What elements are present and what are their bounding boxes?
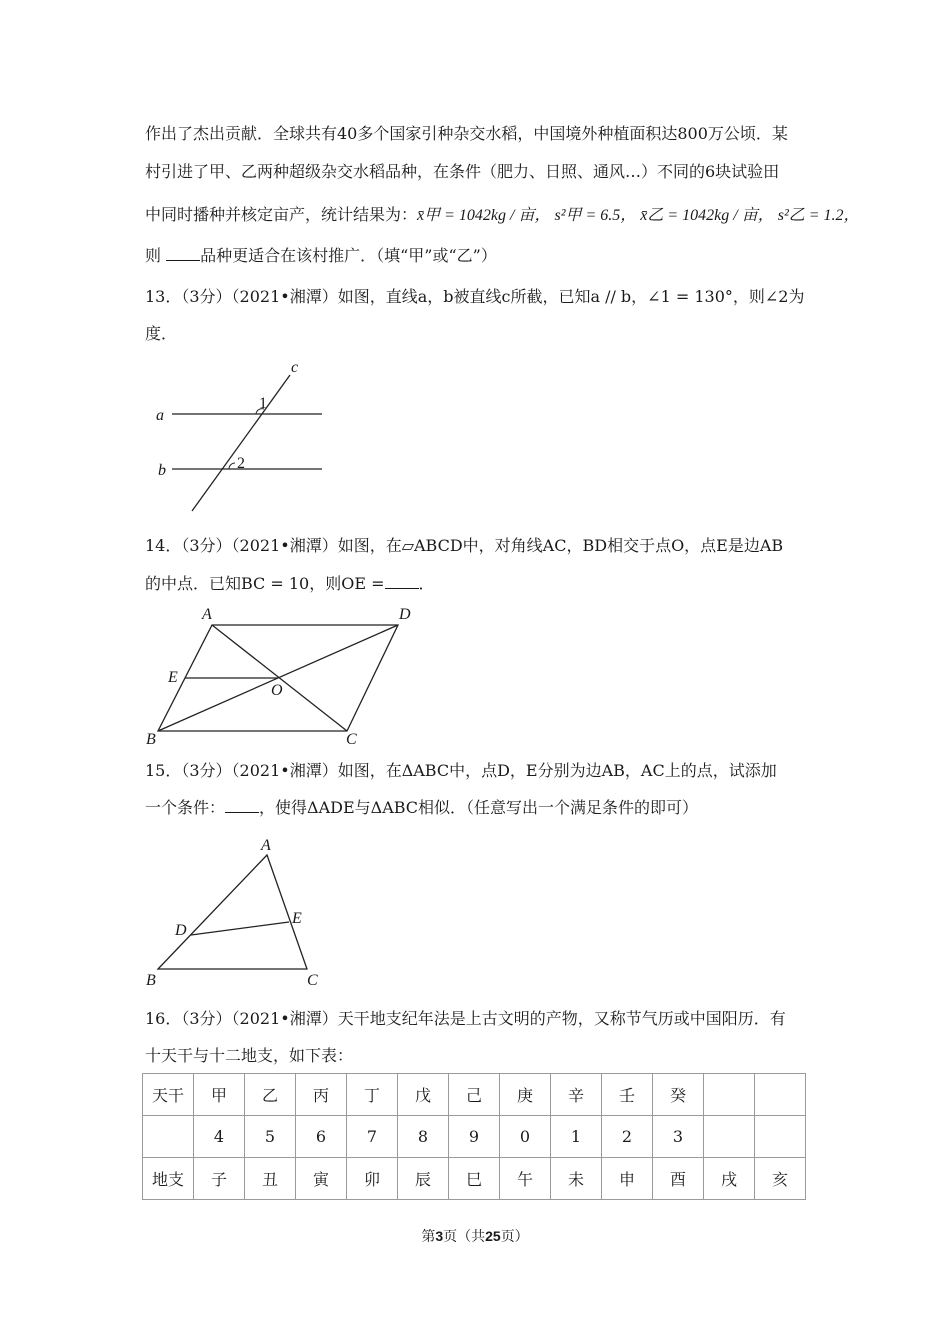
q12-line-4-a: 则 bbox=[145, 246, 162, 265]
table-cell: 午 bbox=[500, 1158, 551, 1200]
table-cell: 寅 bbox=[296, 1158, 347, 1200]
label-b: b bbox=[158, 462, 166, 479]
q15-line-2 bbox=[145, 797, 698, 819]
label-B: B bbox=[146, 731, 156, 748]
footer-total-pages: 25 bbox=[485, 1228, 501, 1244]
table-cell: 6 bbox=[296, 1116, 347, 1158]
q14-line-2-a: 的中点．已知BC = 10，则OE = bbox=[145, 574, 385, 593]
q14-answer-blank bbox=[385, 574, 419, 589]
table-cell: 丙 bbox=[296, 1074, 347, 1116]
table-cell: 9 bbox=[449, 1116, 500, 1158]
table-cell bbox=[704, 1116, 755, 1158]
angle-2-arc bbox=[229, 463, 235, 469]
table-cell: 4 bbox=[194, 1116, 245, 1158]
triangle-abc bbox=[158, 855, 307, 969]
footer-suffix: 页） bbox=[500, 1229, 529, 1245]
label-angle-1: 1 bbox=[259, 395, 267, 412]
q14-parallelogram-figure bbox=[140, 603, 430, 748]
table-row bbox=[143, 1158, 806, 1200]
table-cell: 3 bbox=[653, 1116, 704, 1158]
footer-page-number: 3 bbox=[435, 1228, 444, 1244]
label-angle-2: 2 bbox=[237, 455, 245, 472]
q14-line-2 bbox=[145, 573, 435, 595]
label-a: a bbox=[156, 407, 164, 424]
label-c: c bbox=[291, 359, 299, 376]
table-cell bbox=[704, 1074, 755, 1116]
footer-mid: 页（共 bbox=[443, 1229, 486, 1245]
table-cell: 天干 bbox=[143, 1074, 194, 1116]
table-row bbox=[143, 1074, 806, 1116]
table-cell: 2 bbox=[602, 1116, 653, 1158]
label-A: A bbox=[261, 837, 271, 854]
page-footer bbox=[0, 1226, 950, 1246]
q15-line-2-a: 一个条件： bbox=[145, 798, 226, 817]
table-cell: 丑 bbox=[245, 1158, 296, 1200]
table-cell: 子 bbox=[194, 1158, 245, 1200]
table-cell bbox=[755, 1074, 806, 1116]
table-cell bbox=[143, 1116, 194, 1158]
q12-statistics-formula: x̄甲 = 1042kg / 亩， s²甲 = 6.5， x̄乙 = 1042kg / 亩， s²乙 = 1.2， bbox=[417, 207, 860, 224]
q15-triangle-figure bbox=[140, 832, 340, 992]
table-cell: 5 bbox=[245, 1116, 296, 1158]
q12-line-3-prefix: 中同时播种并核定亩产，统计结果为： bbox=[145, 205, 418, 224]
q13-line-1: 13．（3分）（2021•湘潭）如图，直线a，b被直线c所截，已知a // b，∠1 = 130°，则∠2为 bbox=[145, 287, 805, 306]
label-C: C bbox=[307, 972, 318, 989]
q14-line-1: 14．（3分）（2021•湘潭）如图，在▱ABCD中，对角线AC，BD相交于点O，点E是边AB bbox=[145, 536, 784, 555]
table-cell: 1 bbox=[551, 1116, 602, 1158]
q12-line-3 bbox=[145, 204, 860, 227]
table-cell: 庚 bbox=[500, 1074, 551, 1116]
table-cell: 丁 bbox=[347, 1074, 398, 1116]
table-cell: 7 bbox=[347, 1116, 398, 1158]
q15-line-1: 15．（3分）（2021•湘潭）如图，在ΔABC中，点D，E分别为边AB，AC上的点，试添加 bbox=[145, 761, 777, 780]
table-row bbox=[143, 1116, 806, 1158]
label-C: C bbox=[346, 731, 357, 748]
q16-line-1: 16．（3分）（2021•湘潭）天干地支纪年法是上古文明的产物，又称节气历或中国阳历．有 bbox=[145, 1009, 786, 1028]
table-cell: 辛 bbox=[551, 1074, 602, 1116]
table-cell: 未 bbox=[551, 1158, 602, 1200]
q13-line-2: 度． bbox=[145, 324, 178, 343]
label-O: O bbox=[271, 682, 283, 699]
q12-line-1: 作出了杰出贡献．全球共有40多个国家引种杂交水稻，中国境外种植面积达800万公顷．某 bbox=[145, 124, 788, 143]
table-cell: 己 bbox=[449, 1074, 500, 1116]
label-E: E bbox=[292, 910, 302, 927]
table-cell: 甲 bbox=[194, 1074, 245, 1116]
label-B: B bbox=[146, 972, 156, 989]
label-D: D bbox=[175, 922, 187, 939]
table-cell: 申 bbox=[602, 1158, 653, 1200]
table-cell: 亥 bbox=[755, 1158, 806, 1200]
table-cell: 卯 bbox=[347, 1158, 398, 1200]
q12-answer-blank bbox=[166, 246, 200, 261]
table-cell: 戊 bbox=[398, 1074, 449, 1116]
label-E: E bbox=[168, 669, 178, 686]
table-cell: 8 bbox=[398, 1116, 449, 1158]
q15-line-2-b: ，使得ΔADE与ΔABC相似．（任意写出一个满足条件的即可） bbox=[259, 798, 699, 817]
table-cell: 0 bbox=[500, 1116, 551, 1158]
table-cell bbox=[755, 1116, 806, 1158]
table-cell: 戌 bbox=[704, 1158, 755, 1200]
q12-line-4 bbox=[145, 245, 497, 267]
q16-line-2: 十天干与十二地支，如下表： bbox=[145, 1046, 354, 1065]
q15-answer-blank bbox=[225, 798, 259, 813]
table-cell: 酉 bbox=[653, 1158, 704, 1200]
label-A: A bbox=[202, 606, 212, 623]
q12-line-4-b: 品种更适合在该村推广．（填“甲”或“乙”） bbox=[200, 246, 497, 265]
stems-branches-table bbox=[142, 1073, 806, 1200]
table-cell: 癸 bbox=[653, 1074, 704, 1116]
line-c bbox=[192, 375, 290, 511]
table-cell: 巳 bbox=[449, 1158, 500, 1200]
footer-prefix: 第 bbox=[421, 1229, 436, 1245]
table-cell: 乙 bbox=[245, 1074, 296, 1116]
segment-de bbox=[191, 922, 289, 935]
q13-parallel-lines-figure bbox=[140, 355, 340, 520]
q14-line-2-b: ． bbox=[418, 574, 435, 593]
table-cell: 辰 bbox=[398, 1158, 449, 1200]
table-cell: 壬 bbox=[602, 1074, 653, 1116]
q12-line-2: 村引进了甲、乙两种超级杂交水稻品种，在条件（肥力、日照、通风…）不同的6块试验田 bbox=[145, 162, 780, 181]
table-cell: 地支 bbox=[143, 1158, 194, 1200]
label-D: D bbox=[399, 606, 411, 623]
